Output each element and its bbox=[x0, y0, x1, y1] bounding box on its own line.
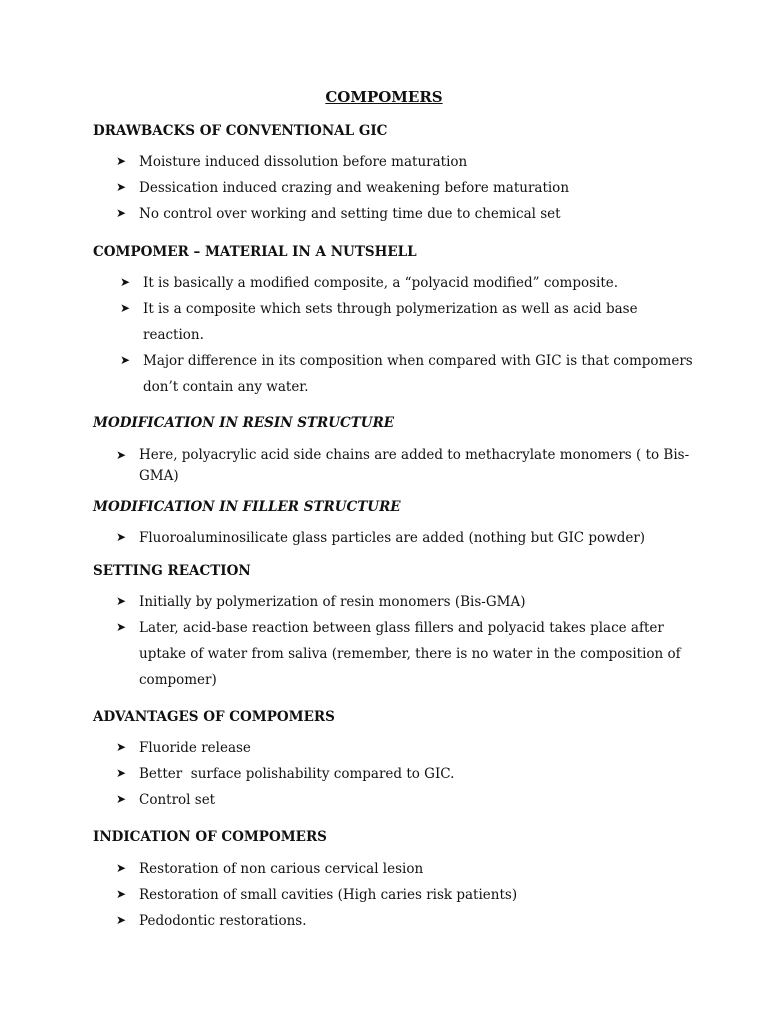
list-item-text: Control set bbox=[139, 792, 216, 808]
list-item-text: It is basically a modified composite, a “polyacid modified” composite. bbox=[143, 275, 619, 291]
list-item-text-continued: reaction. bbox=[143, 327, 204, 343]
list-item-text: Major difference in its composition when compared with GIC is that compomers bbox=[143, 353, 693, 369]
list-item-text: Initially by polymerization of resin monomers (Bis-GMA) bbox=[139, 594, 526, 610]
list-item-text: Moisture induced dissolution before maturation bbox=[139, 154, 468, 170]
arrowhead-bullet-icon: ➤ bbox=[116, 766, 127, 780]
document-title: COMPOMERS bbox=[325, 88, 443, 106]
list-item-text: Restoration of small cavities (High caries risk patients) bbox=[139, 887, 518, 903]
heading-drawbacks: DRAWBACKS OF CONVENTIONAL GIC bbox=[93, 123, 388, 139]
arrowhead-bullet-icon: ➤ bbox=[116, 861, 127, 875]
list-item-text: Fluoroaluminosilicate glass particles are added (nothing but GIC powder) bbox=[139, 530, 646, 546]
arrowhead-bullet-icon: ➤ bbox=[116, 530, 127, 544]
heading-indication: INDICATION OF COMPOMERS bbox=[93, 829, 327, 845]
arrowhead-bullet-icon: ➤ bbox=[120, 275, 131, 289]
list-item-text: Later, acid-base reaction between glass fillers and polyacid takes place after bbox=[139, 620, 664, 636]
list-item-text: Dessication induced crazing and weakening before maturation bbox=[139, 180, 570, 196]
list-item-text-continued: don’t contain any water. bbox=[143, 379, 309, 395]
arrowhead-bullet-icon: ➤ bbox=[120, 353, 131, 367]
arrowhead-bullet-icon: ➤ bbox=[116, 180, 127, 194]
list-item-text: No control over working and setting time due to chemical set bbox=[139, 206, 561, 222]
heading-advantages: ADVANTAGES OF COMPOMERS bbox=[93, 709, 335, 725]
arrowhead-bullet-icon: ➤ bbox=[116, 206, 127, 220]
list-item-text: Fluoride release bbox=[139, 740, 251, 756]
arrowhead-bullet-icon: ➤ bbox=[120, 301, 131, 315]
arrowhead-bullet-icon: ➤ bbox=[116, 913, 127, 927]
arrowhead-bullet-icon: ➤ bbox=[116, 448, 127, 462]
list-item-text-continued: GMA) bbox=[139, 468, 179, 484]
list-item-text: Pedodontic restorations. bbox=[139, 913, 307, 929]
list-item-text: Here, polyacrylic acid side chains are added to methacrylate monomers ( to Bis- bbox=[139, 447, 690, 463]
arrowhead-bullet-icon: ➤ bbox=[116, 594, 127, 608]
list-item-text-continued: compomer) bbox=[139, 672, 217, 688]
arrowhead-bullet-icon: ➤ bbox=[116, 792, 127, 806]
heading-nutshell: COMPOMER – MATERIAL IN A NUTSHELL bbox=[93, 244, 417, 260]
arrowhead-bullet-icon: ➤ bbox=[116, 740, 127, 754]
heading-setting-reaction: SETTING REACTION bbox=[93, 563, 251, 579]
heading-resin-structure: MODIFICATION IN RESIN STRUCTURE bbox=[93, 415, 395, 431]
heading-filler-structure: MODIFICATION IN FILLER STRUCTURE bbox=[93, 499, 401, 515]
arrowhead-bullet-icon: ➤ bbox=[116, 620, 127, 634]
arrowhead-bullet-icon: ➤ bbox=[116, 154, 127, 168]
list-item-text: It is a composite which sets through polymerization as well as acid base bbox=[143, 301, 638, 317]
list-item-text: Restoration of non carious cervical lesion bbox=[139, 861, 424, 877]
list-item-text-continued: uptake of water from saliva (remember, there is no water in the composition of bbox=[139, 646, 681, 662]
arrowhead-bullet-icon: ➤ bbox=[116, 887, 127, 901]
list-item-text: Better surface polishability compared to GIC. bbox=[139, 766, 455, 782]
